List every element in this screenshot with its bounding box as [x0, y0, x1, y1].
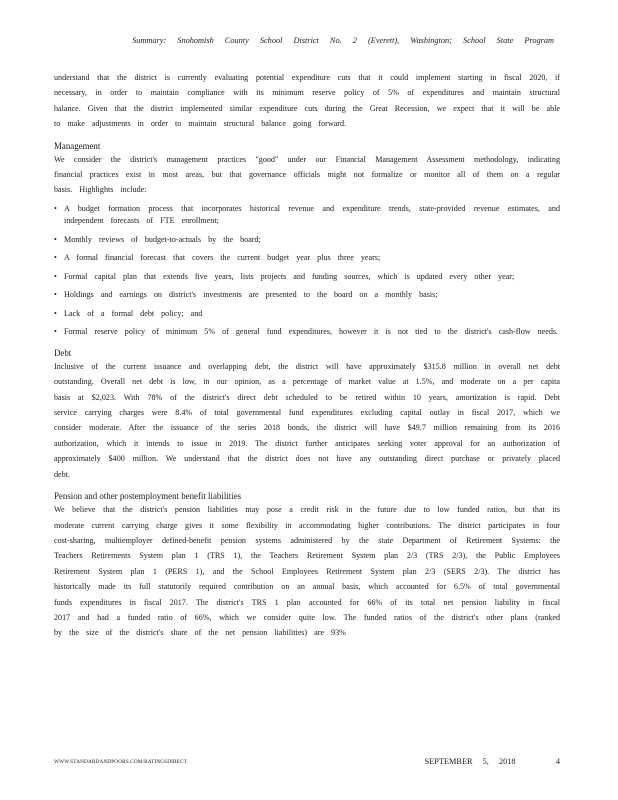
list-item: • A budget formation process that incorporates historical revenue and expenditure trends, state-provided revenue estimates, and independent forecasts of FTE enrollment; [54, 203, 560, 226]
management-paragraph: We consider the district's management practices "good" under our Financial Management Assessment methodology, indicating financial practices exist in most areas, but that governance officials might not formalize or monitor all of them on a regular basis. Highlights include: [54, 154, 560, 195]
list-item: • Formal reserve policy of minimum 5% of general fund expenditures, however it is not tied to the district's cash-flow needs. [54, 326, 560, 339]
bullet-icon: • [54, 271, 57, 281]
content-column [54, 70, 560, 641]
list-item: • Monthly reviews of budget-to-actuals by the board; [54, 234, 560, 247]
list-item: • A formal financial forecast that covers the current budget year plus three years; [54, 252, 560, 265]
management-highlights-list [54, 203, 560, 339]
bullet-icon: • [54, 290, 57, 300]
page-number: 4 [555, 757, 560, 766]
pension-heading: Pension and other postemployment benefit liabilities [54, 491, 242, 502]
debt-paragraph: Inclusive of the current issuance and overlapping debt, the district will have approximately $315.8 million in overall net debt outstanding. Overall net debt is low, in our opinion, as a percentage of market value at 1.5%, and moderate on a per capita basis at $2,023. With 78% of the district's direct debt scheduled to be retired within 10 years, amortization is rapid. Debt service carrying charges were 8.4% of total governmental fund expenditures excluding capital outlay in fiscal 2017, which we consider moderate. After the issuance of the series 2018 bonds, the district will have $49.7 million remaining from its 2016 authorization, which it intends to issue in 2019. The district further anticipates seeking voter approval for an authorization of approximately $400 million. We understand that the district does not have any outstanding direct purchase or privately placed debt. [54, 361, 560, 479]
footer-url: WWW.STANDARDANDPOORS.COM/RATINGSDIRECT [54, 759, 187, 765]
pension-paragraph: We believe that the district's pension liabilities may pose a credit risk in the future due to low funded ratios, but that its moderate current carrying charge gives it some flexibility in accommodating higher contributions. The district participates in four cost-sharing, multiemployer defined-benefit pension systems administered by the state Department of Retirement Systems: the Teachers Retirements System plan 1 (TRS 1), the Teachers Retirement System plan 2/3 (TRS 2/3), the Public Employees Retirement System plan 1 (PERS 1), and the School Employees Retirement System plan 2/3 (SERS 2/3). The district has historically made its full statutorily required contribution on an annual basis, which accounted for 6.5% of total governmental funds expenditures in fiscal 2017. The district's TRS 1 plan accounted for 66% of its total net pension liability in fiscal 2017 and had a funded ratio of 66%, which we consider quite low. The funded ratios of the district's other plans (ranked by the size of the district's share of the net pension liabilities) are 93% [54, 505, 560, 638]
footer-date-page [425, 757, 560, 766]
list-item: • Formal capital plan that extends five years, lists projects and funding sources, which is updated every other year; [54, 271, 560, 284]
page-footer [54, 757, 560, 769]
bullet-icon: • [54, 253, 57, 263]
bullet-icon: • [54, 234, 57, 244]
list-item: • Lack of a formal debt policy; and [54, 308, 560, 321]
management-heading: Management [54, 140, 101, 151]
list-item: • Holdings and earnings on district's investments are presented to the board on a monthly basis; [54, 289, 560, 302]
bullet-icon: • [54, 308, 57, 318]
bullet-icon: • [54, 327, 57, 337]
footer-date: SEPTEMBER 5, 2018 [424, 757, 516, 766]
debt-heading: Debt [54, 347, 72, 358]
running-header: Summary: Snohomish County School District No. 2 (Everett), Washington; School State Program [132, 36, 554, 45]
intro-paragraph: understand that the district is currently evaluating potential expenditure cuts that it could implement starting in fiscal 2020, if necessary, in order to maintain compliance with its minimum reserve policy of 5% of expenditures and maintain structural balance. Given that the district implemented similar expenditure cuts during the Great Recession, we expect that it will be able to make adjustments in order to maintain structural balance going forward. [54, 73, 560, 129]
bullet-icon: • [54, 203, 57, 213]
